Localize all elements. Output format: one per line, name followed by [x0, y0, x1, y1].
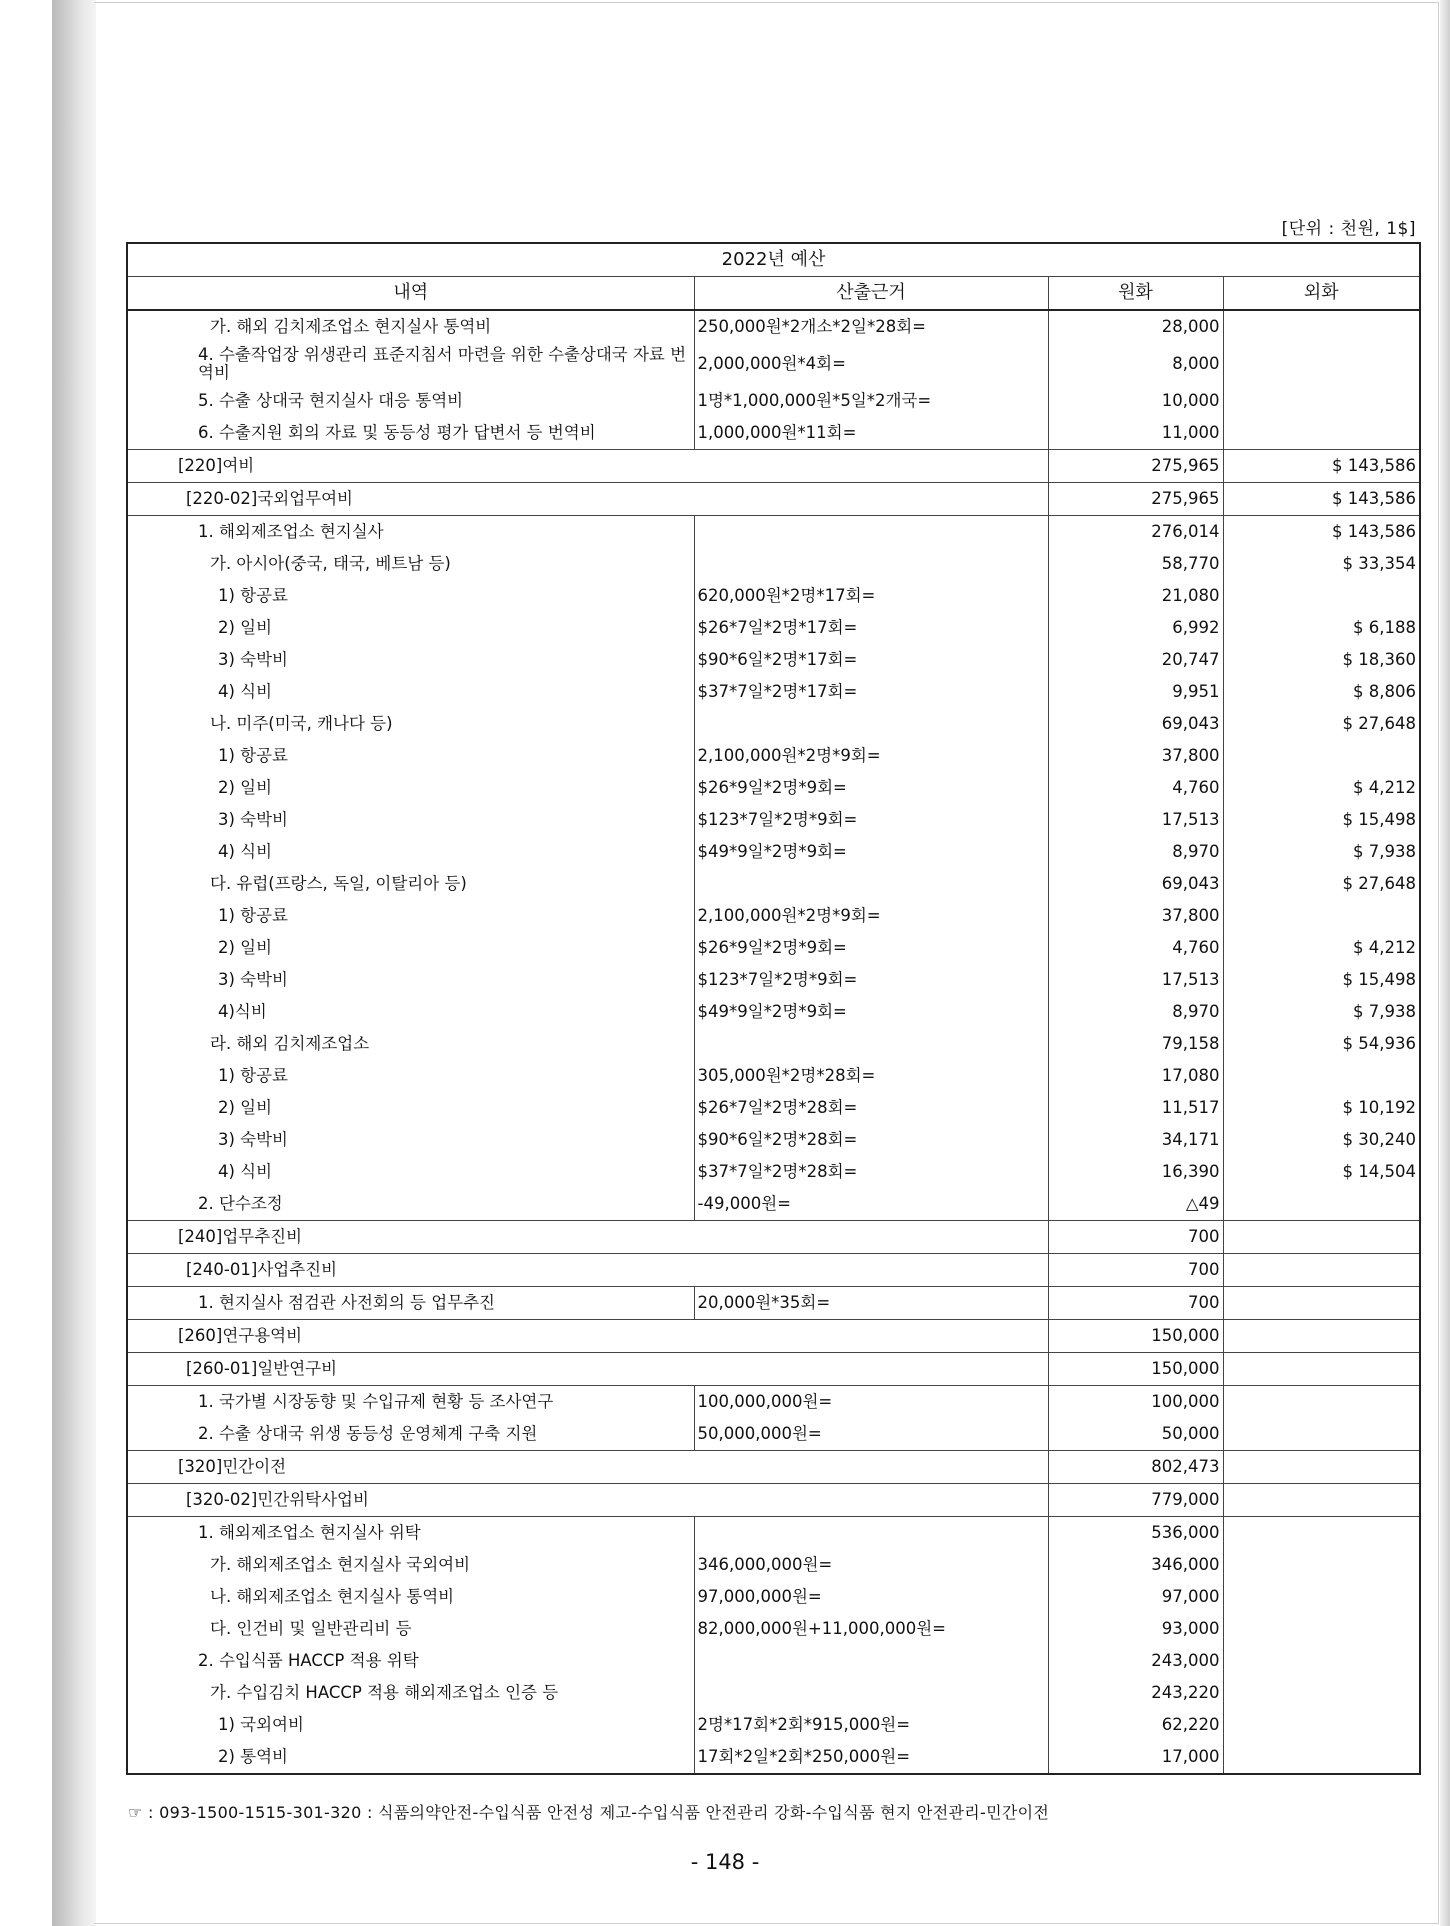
row-krw: 16,390	[1048, 1156, 1223, 1188]
row-usd	[1223, 1677, 1420, 1709]
page-number: - 148 -	[690, 1850, 760, 1874]
row-usd	[1223, 1581, 1420, 1613]
row-usd	[1223, 1709, 1420, 1741]
table-row	[127, 1418, 1420, 1451]
page-right-edge	[1440, 0, 1450, 1926]
row-item: 다. 유럽(프랑스, 독일, 이탈리아 등)	[127, 868, 694, 900]
row-krw: 150,000	[1048, 1353, 1223, 1386]
header-basis: 산출근거	[694, 277, 1048, 311]
row-usd	[1223, 740, 1420, 772]
row-usd	[1223, 1320, 1420, 1353]
row-krw: 700	[1048, 1221, 1223, 1254]
row-basis: 620,000원*2명*17회=	[694, 580, 1048, 612]
row-item: 3) 숙박비	[127, 1124, 694, 1156]
row-krw: 8,000	[1048, 343, 1223, 385]
row-basis: -49,000원=	[694, 1188, 1048, 1221]
row-basis: $37*7일*2명*28회=	[694, 1156, 1048, 1188]
row-usd	[1223, 1484, 1420, 1517]
table-row	[127, 932, 1420, 964]
table-row	[127, 1677, 1420, 1709]
row-krw: 100,000	[1048, 1386, 1223, 1419]
row-usd: $ 143,586	[1223, 516, 1420, 549]
row-krw: △49	[1048, 1188, 1223, 1221]
row-krw: 802,473	[1048, 1451, 1223, 1484]
row-item: 2. 수출 상대국 위생 동등성 운영체계 구축 지원	[127, 1418, 694, 1451]
row-basis: 305,000원*2명*28회=	[694, 1060, 1048, 1092]
row-item: 라. 해외 김치제조업소	[127, 1028, 694, 1060]
table-row	[127, 1060, 1420, 1092]
row-usd: $ 143,586	[1223, 483, 1420, 516]
row-usd: $ 8,806	[1223, 676, 1420, 708]
row-usd: $ 27,648	[1223, 708, 1420, 740]
row-usd	[1223, 1221, 1420, 1254]
row-usd	[1223, 580, 1420, 612]
row-usd	[1223, 417, 1420, 450]
header-item: 내역	[127, 277, 694, 311]
row-krw: 276,014	[1048, 516, 1223, 549]
table-row	[127, 516, 1420, 549]
header-krw: 원화	[1048, 277, 1223, 311]
row-usd	[1223, 385, 1420, 417]
row-usd	[1223, 310, 1420, 343]
row-krw: 700	[1048, 1254, 1223, 1287]
row-usd	[1223, 1188, 1420, 1221]
row-item: 3) 숙박비	[127, 644, 694, 676]
table-row	[127, 1709, 1420, 1741]
table-row	[127, 1124, 1420, 1156]
row-basis: 1명*1,000,000원*5일*2개국=	[694, 385, 1048, 417]
row-basis	[694, 1645, 1048, 1677]
row-usd	[1223, 1517, 1420, 1550]
table-row	[127, 548, 1420, 580]
table-row	[127, 343, 1420, 385]
row-usd: $ 33,354	[1223, 548, 1420, 580]
row-usd	[1223, 343, 1420, 385]
table-row	[127, 580, 1420, 612]
row-usd: $ 54,936	[1223, 1028, 1420, 1060]
row-basis	[694, 516, 1048, 549]
row-krw: 79,158	[1048, 1028, 1223, 1060]
row-krw: 4,760	[1048, 932, 1223, 964]
row-krw: 97,000	[1048, 1581, 1223, 1613]
row-item: 2. 단수조정	[127, 1188, 694, 1221]
table-row	[127, 1613, 1420, 1645]
row-krw: 17,000	[1048, 1741, 1223, 1774]
row-krw: 9,951	[1048, 676, 1223, 708]
row-krw: 62,220	[1048, 1709, 1223, 1741]
row-basis	[694, 1517, 1048, 1550]
table-row	[127, 868, 1420, 900]
row-krw: 93,000	[1048, 1613, 1223, 1645]
row-basis: 20,000원*35회=	[694, 1287, 1048, 1320]
row-basis: $90*6일*2명*28회=	[694, 1124, 1048, 1156]
row-item: 1) 항공료	[127, 740, 694, 772]
row-item: 4) 식비	[127, 836, 694, 868]
row-krw: 37,800	[1048, 740, 1223, 772]
row-usd: $ 7,938	[1223, 996, 1420, 1028]
table-row	[127, 1188, 1420, 1221]
table-row	[127, 1581, 1420, 1613]
table-title: 2022년 예산	[127, 243, 1420, 277]
row-usd: $ 18,360	[1223, 644, 1420, 676]
row-usd: $ 15,498	[1223, 964, 1420, 996]
row-item: 가. 해외 김치제조업소 현지실사 통역비	[127, 310, 694, 343]
row-basis: 50,000,000원=	[694, 1418, 1048, 1451]
row-item: [240-01]사업추진비	[127, 1254, 1048, 1287]
row-item: 1. 국가별 시장동향 및 수입규제 현황 등 조사연구	[127, 1386, 694, 1419]
row-basis: $26*7일*2명*28회=	[694, 1092, 1048, 1124]
row-item: 가. 아시아(중국, 태국, 베트남 등)	[127, 548, 694, 580]
row-krw: 11,000	[1048, 417, 1223, 450]
table-row	[127, 996, 1420, 1028]
table-row	[127, 385, 1420, 417]
row-item: 2) 일비	[127, 612, 694, 644]
row-krw: 346,000	[1048, 1549, 1223, 1581]
row-item: [260-01]일반연구비	[127, 1353, 1048, 1386]
row-basis: $26*7일*2명*17회=	[694, 612, 1048, 644]
row-krw: 8,970	[1048, 996, 1223, 1028]
row-item: 다. 인건비 및 일반관리비 등	[127, 1613, 694, 1645]
row-item: 2) 통역비	[127, 1741, 694, 1774]
row-item: 1. 해외제조업소 현지실사	[127, 516, 694, 549]
budget-table	[126, 242, 1421, 1775]
row-krw: 69,043	[1048, 868, 1223, 900]
row-krw: 243,220	[1048, 1677, 1223, 1709]
row-basis: 97,000,000원=	[694, 1581, 1048, 1613]
row-item: 나. 미주(미국, 캐나다 등)	[127, 708, 694, 740]
table-row	[127, 1092, 1420, 1124]
row-usd	[1223, 1418, 1420, 1451]
table-row	[127, 1741, 1420, 1774]
row-krw: 17,513	[1048, 804, 1223, 836]
row-basis: $49*9일*2명*9회=	[694, 996, 1048, 1028]
row-basis	[694, 708, 1048, 740]
row-usd: $ 7,938	[1223, 836, 1420, 868]
row-item: [220-02]국외업무여비	[127, 483, 1048, 516]
header-usd: 외화	[1223, 277, 1420, 311]
row-usd: $ 6,188	[1223, 612, 1420, 644]
row-usd	[1223, 1287, 1420, 1320]
row-usd: $ 4,212	[1223, 772, 1420, 804]
row-krw: 4,760	[1048, 772, 1223, 804]
row-usd	[1223, 900, 1420, 932]
table-row	[127, 483, 1420, 516]
row-basis: $90*6일*2명*17회=	[694, 644, 1048, 676]
row-basis: 346,000,000원=	[694, 1549, 1048, 1581]
row-basis	[694, 868, 1048, 900]
row-item: [320-02]민간위탁사업비	[127, 1484, 1048, 1517]
row-usd	[1223, 1613, 1420, 1645]
row-basis: 250,000원*2개소*2일*28회=	[694, 310, 1048, 343]
row-item: 4. 수출작업장 위생관리 표준지침서 마련을 위한 수출상대국 자료 번역비	[127, 343, 694, 385]
table-row	[127, 772, 1420, 804]
row-krw: 10,000	[1048, 385, 1223, 417]
row-krw: 20,747	[1048, 644, 1223, 676]
table-row	[127, 612, 1420, 644]
table-row	[127, 676, 1420, 708]
row-item: 1. 해외제조업소 현지실사 위탁	[127, 1517, 694, 1550]
row-item: 가. 수입김치 HACCP 적용 해외제조업소 인증 등	[127, 1677, 694, 1709]
row-basis: 1,000,000원*11회=	[694, 417, 1048, 450]
table-body	[127, 310, 1420, 1774]
row-krw: 275,965	[1048, 483, 1223, 516]
row-item: 가. 해외제조업소 현지실사 국외여비	[127, 1549, 694, 1581]
row-basis	[694, 548, 1048, 580]
row-item: 2) 일비	[127, 932, 694, 964]
footer-note: ☞ : 093-1500-1515-301-320 : 식품의약안전-수입식품 안전성 제고-수입식품 안전관리 강화-수입식품 현지 안전관리-민간이전	[128, 1803, 1050, 1822]
row-usd	[1223, 1451, 1420, 1484]
row-basis: $26*9일*2명*9회=	[694, 932, 1048, 964]
row-basis: 2,000,000원*4회=	[694, 343, 1048, 385]
table-row	[127, 708, 1420, 740]
row-usd: $ 4,212	[1223, 932, 1420, 964]
row-usd: $ 10,192	[1223, 1092, 1420, 1124]
table-row	[127, 900, 1420, 932]
table-row	[127, 1156, 1420, 1188]
row-item: 2. 수입식품 HACCP 적용 위탁	[127, 1645, 694, 1677]
table-row	[127, 1517, 1420, 1550]
row-krw: 243,000	[1048, 1645, 1223, 1677]
row-basis	[694, 1677, 1048, 1709]
table-row	[127, 1320, 1420, 1353]
table-row	[127, 417, 1420, 450]
row-usd: $ 15,498	[1223, 804, 1420, 836]
row-krw: 700	[1048, 1287, 1223, 1320]
table-row	[127, 964, 1420, 996]
row-item: 3) 숙박비	[127, 964, 694, 996]
row-krw: 536,000	[1048, 1517, 1223, 1550]
unit-label: [단위 : 천원, 1$]	[1281, 219, 1416, 239]
row-basis: $49*9일*2명*9회=	[694, 836, 1048, 868]
row-usd	[1223, 1549, 1420, 1581]
row-item: 3) 숙박비	[127, 804, 694, 836]
table-row	[127, 1221, 1420, 1254]
row-krw: 17,080	[1048, 1060, 1223, 1092]
row-basis: 100,000,000원=	[694, 1386, 1048, 1419]
table-row	[127, 836, 1420, 868]
row-krw: 150,000	[1048, 1320, 1223, 1353]
row-basis: 2,100,000원*2명*9회=	[694, 900, 1048, 932]
row-item: 2) 일비	[127, 1092, 694, 1124]
row-item: 1. 현지실사 점검관 사전회의 등 업무추진	[127, 1287, 694, 1320]
row-basis: $26*9일*2명*9회=	[694, 772, 1048, 804]
row-usd	[1223, 1645, 1420, 1677]
row-item: 6. 수출지원 회의 자료 및 동등성 평가 답변서 등 번역비	[127, 417, 694, 450]
row-krw: 6,992	[1048, 612, 1223, 644]
table-row	[127, 740, 1420, 772]
row-item: 1) 항공료	[127, 900, 694, 932]
row-basis: 82,000,000원+11,000,000원=	[694, 1613, 1048, 1645]
row-krw: 275,965	[1048, 450, 1223, 483]
row-usd	[1223, 1060, 1420, 1092]
row-item: 2) 일비	[127, 772, 694, 804]
row-item: 4) 식비	[127, 1156, 694, 1188]
row-usd	[1223, 1254, 1420, 1287]
row-krw: 11,517	[1048, 1092, 1223, 1124]
row-item: 4)식비	[127, 996, 694, 1028]
table-row	[127, 450, 1420, 483]
row-basis: 2,100,000원*2명*9회=	[694, 740, 1048, 772]
row-krw: 37,800	[1048, 900, 1223, 932]
table-row	[127, 1254, 1420, 1287]
table-row	[127, 1353, 1420, 1386]
row-usd	[1223, 1741, 1420, 1774]
table-row	[127, 310, 1420, 343]
table-row	[127, 1386, 1420, 1419]
row-item: [320]민간이전	[127, 1451, 1048, 1484]
row-item: [220]여비	[127, 450, 1048, 483]
table-row	[127, 1287, 1420, 1320]
table-row	[127, 644, 1420, 676]
row-item: [240]업무추진비	[127, 1221, 1048, 1254]
row-item: 5. 수출 상대국 현지실사 대응 통역비	[127, 385, 694, 417]
row-basis	[694, 1028, 1048, 1060]
row-krw: 28,000	[1048, 310, 1223, 343]
row-usd: $ 143,586	[1223, 450, 1420, 483]
row-usd	[1223, 1353, 1420, 1386]
row-krw: 8,970	[1048, 836, 1223, 868]
row-basis: $123*7일*2명*9회=	[694, 804, 1048, 836]
table-row	[127, 1451, 1420, 1484]
row-item: 1) 항공료	[127, 1060, 694, 1092]
row-basis: $123*7일*2명*9회=	[694, 964, 1048, 996]
row-krw: 34,171	[1048, 1124, 1223, 1156]
table-row	[127, 1028, 1420, 1060]
page-left-edge	[52, 0, 96, 1926]
row-krw: 21,080	[1048, 580, 1223, 612]
row-usd: $ 27,648	[1223, 868, 1420, 900]
row-basis: $37*7일*2명*17회=	[694, 676, 1048, 708]
table-row	[127, 1484, 1420, 1517]
row-krw: 58,770	[1048, 548, 1223, 580]
row-usd: $ 14,504	[1223, 1156, 1420, 1188]
row-item: 4) 식비	[127, 676, 694, 708]
row-item: 1) 항공료	[127, 580, 694, 612]
table-row	[127, 1645, 1420, 1677]
row-usd	[1223, 1386, 1420, 1419]
row-krw: 50,000	[1048, 1418, 1223, 1451]
row-usd: $ 30,240	[1223, 1124, 1420, 1156]
row-item: 나. 해외제조업소 현지실사 통역비	[127, 1581, 694, 1613]
row-krw: 779,000	[1048, 1484, 1223, 1517]
row-krw: 17,513	[1048, 964, 1223, 996]
table-row	[127, 1549, 1420, 1581]
row-item: [260]연구용역비	[127, 1320, 1048, 1353]
row-basis: 2명*17회*2회*915,000원=	[694, 1709, 1048, 1741]
row-item: 1) 국외여비	[127, 1709, 694, 1741]
row-krw: 69,043	[1048, 708, 1223, 740]
row-basis: 17회*2일*2회*250,000원=	[694, 1741, 1048, 1774]
table-row	[127, 804, 1420, 836]
